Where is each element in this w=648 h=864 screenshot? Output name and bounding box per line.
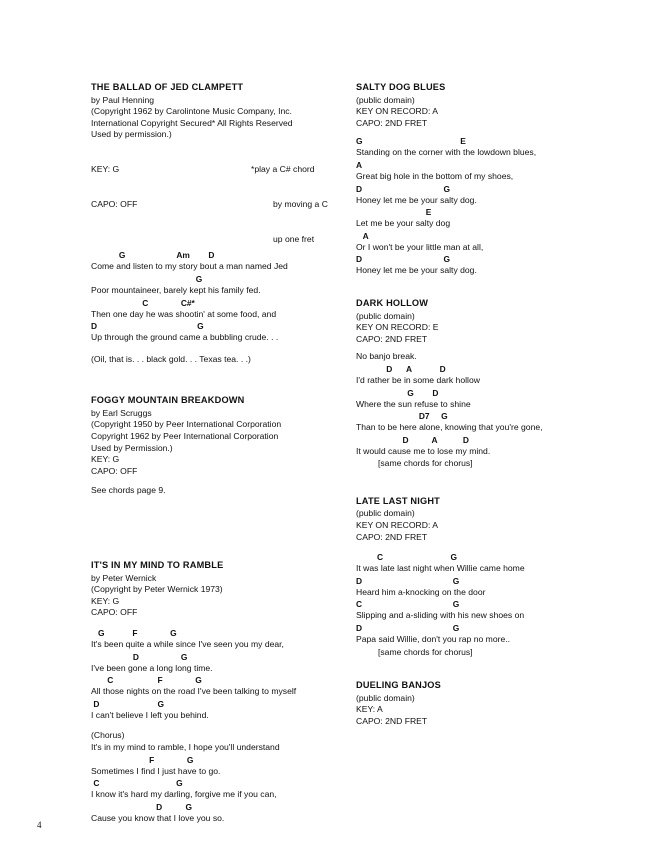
permission-line: Used by Permission.)	[91, 442, 173, 453]
song-foggy-mountain-breakdown	[91, 395, 326, 497]
lyric-line: Honey let me be your salty dog.	[356, 265, 477, 276]
song-title: FOGGY MOUNTAIN BREAKDOWN	[91, 395, 245, 406]
key-label: KEY: A	[356, 704, 383, 715]
chord-line: D G	[356, 183, 451, 194]
same-chords-note: [same chords for chorus]	[378, 646, 473, 657]
chord-line: C C#*	[91, 297, 195, 308]
lyric-line: Let me be your salty dog	[356, 218, 451, 229]
lyric-line: It would cause me to lose my mind.	[356, 445, 491, 456]
public-domain-note: (public domain)	[356, 508, 415, 519]
public-domain-note: (public domain)	[356, 94, 415, 105]
key-label: KEY: G	[91, 454, 120, 465]
chord-line: D A D	[356, 434, 469, 445]
lyric-line: Great big hole in the bottom of my shoes,	[356, 170, 514, 181]
lyric-line: Poor mountaineer, barely kept his family fed.	[91, 284, 261, 295]
chord-line: G F G	[91, 628, 177, 638]
intro-note: No banjo break.	[356, 351, 417, 362]
chord-line: D G	[356, 254, 451, 265]
song-its-in-my-mind-to-ramble	[91, 560, 326, 824]
song-author: by Earl Scruggs	[91, 407, 152, 418]
spoken-aside: (Oil, that is. . . black gold. . . Texas tea. . .)	[91, 353, 251, 364]
song-title: DUELING BANJOS	[356, 680, 441, 691]
lyric-line: I'd rather be in some dark hollow	[356, 374, 480, 385]
copyright-line: Copyright 1962 by Peer International Corporation	[91, 431, 279, 442]
song-title: SALTY DOG BLUES	[356, 82, 446, 92]
lyric-line: It's in my mind to ramble, I hope you'll understand	[91, 741, 280, 752]
key-label: KEY ON RECORD: A	[356, 106, 438, 117]
chord-line: C F G	[91, 675, 202, 686]
capo-label: CAPO: 2ND FRET	[356, 117, 428, 128]
key-label: KEY ON RECORD: E	[356, 322, 439, 333]
chord-line: G Am D	[91, 250, 215, 261]
lyric-line: Heard him a-knocking on the door	[356, 586, 486, 597]
lyric-line: I can't believe I left you behind.	[91, 709, 209, 720]
right-column	[356, 82, 576, 728]
key-label: KEY ON RECORD: A	[356, 520, 438, 531]
song-dueling-banjos	[356, 680, 576, 727]
chord-line: D G	[356, 575, 460, 586]
song-author: by Paul Henning	[91, 94, 155, 105]
lyric-line: Than to be here alone, knowing that you're gone,	[356, 422, 543, 433]
footnote-line: *play a C# chord	[251, 164, 315, 175]
chord-line: C G	[356, 599, 460, 610]
capo-label: CAPO: OFF	[91, 607, 138, 618]
lyric-line: Standing on the corner with the lowdown blues,	[356, 147, 537, 158]
capo-label: CAPO: OFF	[91, 465, 138, 476]
chord-line: D7 G	[356, 411, 448, 422]
page-number: 4	[37, 820, 42, 830]
chord-line: D G	[356, 623, 460, 634]
chord-line: A	[356, 230, 369, 241]
song-title: LATE LAST NIGHT	[356, 495, 440, 506]
song-author: by Peter Wernick	[91, 572, 157, 583]
footnote-line: by moving a C	[273, 198, 328, 209]
lyric-line: Or I won't be your little man at all,	[356, 241, 484, 252]
lyric-line: Come and listen to my story bout a man named Jed	[91, 261, 288, 272]
chord-line: A	[356, 159, 363, 170]
song-ballad-of-jed-clampett	[91, 82, 326, 365]
chord-line: D G	[91, 321, 204, 332]
lyric-line: Up through the ground came a bubbling crude. . .	[91, 332, 279, 343]
lyric-line: Papa said Willie, don't you rap no more..	[356, 634, 511, 645]
public-domain-note: (public domain)	[356, 310, 415, 321]
chord-line: G	[91, 273, 203, 284]
footnote-line: up one fret	[273, 233, 315, 244]
chord-line: D A D	[356, 363, 446, 374]
copyright-line: (Copyright 1962 by Carolintone Music Company, Inc.	[91, 106, 292, 117]
lyric-line: I've been gone a long long time.	[91, 662, 213, 673]
capo-label: CAPO: 2ND FRET	[356, 531, 428, 542]
capo-label: CAPO: 2ND FRET	[356, 716, 428, 726]
lyric-line: Where the sun refuse to shine	[356, 398, 471, 409]
key-label: KEY: G	[91, 595, 120, 606]
lyric-line: It was late last night when Willie came home	[356, 563, 525, 574]
capo-label: CAPO: OFF	[91, 198, 138, 209]
song-title: THE BALLAD OF JED CLAMPETT	[91, 82, 244, 92]
chorus-label: (Chorus)	[91, 730, 125, 741]
chord-line: E	[356, 207, 432, 218]
lyric-line: Slipping and a-sliding with his new shoes on	[356, 610, 525, 621]
see-chords-note: See chords page 9.	[91, 485, 166, 496]
capo-label: CAPO: 2ND FRET	[356, 333, 428, 344]
lyric-line: Honey let me be your salty dog.	[356, 194, 477, 205]
lyric-line: It's been quite a while since I've seen you my dear,	[91, 639, 284, 649]
lyric-line: I know it's hard my darling, forgive me if you can,	[91, 789, 277, 800]
permission-line: Used by permission.)	[91, 129, 172, 140]
song-late-last-night	[356, 496, 576, 658]
public-domain-note: (public domain)	[356, 692, 415, 703]
chord-line: C G	[356, 552, 457, 563]
song-dark-hollow	[356, 298, 576, 470]
key-label: KEY: G	[91, 164, 120, 175]
lyric-line: Sometimes I find I just have to go.	[91, 765, 221, 776]
left-column	[91, 82, 326, 825]
same-chords-note: [same chords for chorus]	[378, 458, 473, 469]
chord-line: D G	[91, 801, 192, 812]
song-title: DARK HOLLOW	[356, 297, 429, 308]
chord-line: C G	[91, 778, 183, 789]
chord-line: G D	[356, 387, 439, 398]
key-row	[91, 141, 326, 245]
chord-line: D G	[91, 698, 165, 709]
song-salty-dog-blues	[356, 82, 576, 277]
chord-line: D G	[91, 651, 188, 662]
lyric-line: Cause you know that I love you so.	[91, 812, 225, 823]
song-title: IT'S IN MY MIND TO RAMBLE	[91, 560, 224, 571]
copyright-line: (Copyright by Peter Wernick 1973)	[91, 584, 223, 595]
lyric-line: Then one day he was shootin' at some food, and	[91, 308, 277, 319]
copyright-line: (Copyright 1950 by Peer International Corporation	[91, 419, 282, 430]
chord-footnote	[251, 141, 328, 269]
lyric-line: All those nights on the road I've been talking to myself	[91, 686, 297, 697]
chord-line: G E	[356, 136, 466, 147]
copyright-line: International Copyright Secured* All Rights Reserved	[91, 117, 293, 128]
chord-line: F G	[91, 754, 194, 765]
